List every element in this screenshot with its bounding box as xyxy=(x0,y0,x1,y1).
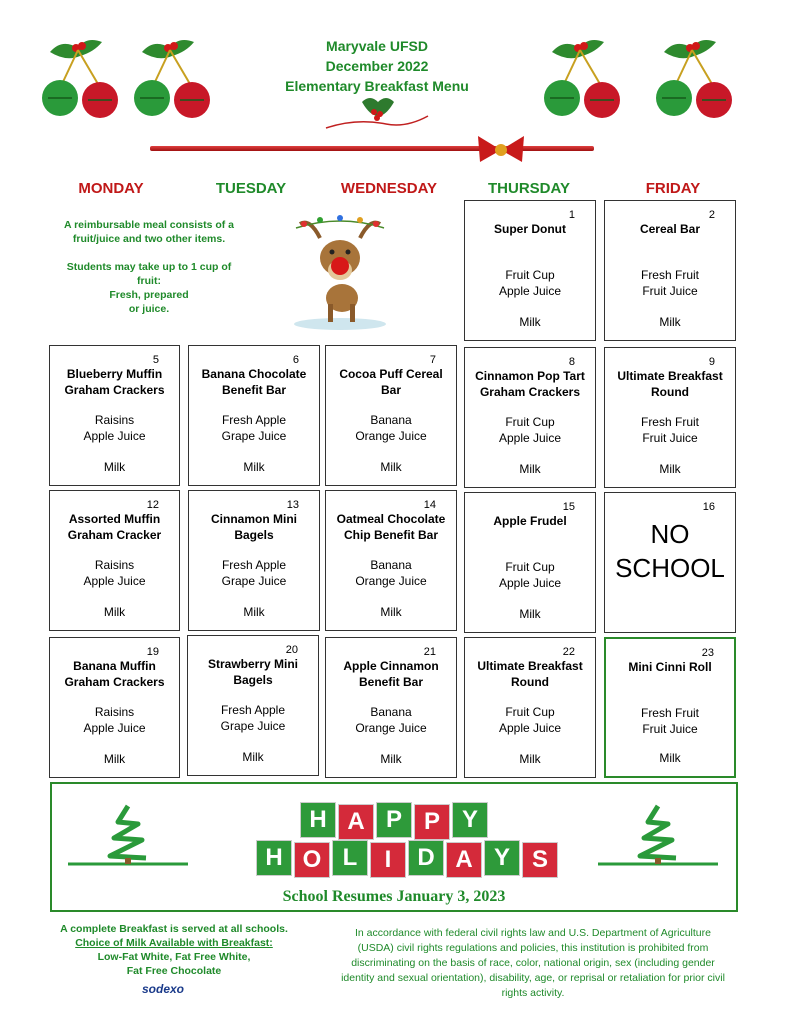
milk-item: Milk xyxy=(659,751,681,765)
milk-item: Milk xyxy=(242,750,264,764)
side-item-fruit: Fruit Cup xyxy=(505,560,555,574)
side-item-fruit: Fresh Fruit xyxy=(640,268,699,282)
side-items xyxy=(465,704,595,736)
side-item-juice: Apple Juice xyxy=(83,574,146,588)
bells-ornament-right-1 xyxy=(542,34,626,122)
note-meal-rule: A reimbursable meal consists of a fruit/juice and two other items. xyxy=(63,219,234,245)
date-number: 7 xyxy=(429,354,436,366)
side-items xyxy=(465,267,595,299)
side-items xyxy=(326,412,456,444)
letter-tile: I xyxy=(370,842,406,878)
day-cell-7 xyxy=(325,345,457,486)
milk-item: Milk xyxy=(519,462,541,476)
milk-item: Milk xyxy=(519,315,541,329)
breakfast-footnote xyxy=(56,922,292,978)
side-items xyxy=(326,704,456,736)
side-items xyxy=(326,557,456,589)
milk-item: Milk xyxy=(380,460,402,474)
side-item-fruit: Banana xyxy=(370,558,412,572)
day-cell-6 xyxy=(188,345,320,486)
day-cell-20 xyxy=(187,635,319,776)
side-item-juice: Fruit Juice xyxy=(642,431,698,445)
milk-item: Milk xyxy=(103,605,126,619)
main-item: Apple Cinnamon Benefit Bar xyxy=(343,659,439,689)
letter-tile: H xyxy=(300,802,336,838)
date-number: 20 xyxy=(285,644,298,656)
letter-tile: Y xyxy=(484,840,520,876)
side-item-fruit: Fresh Apple xyxy=(221,413,287,427)
main-item: Assorted Muffin Graham Cracker xyxy=(67,512,162,542)
side-item-fruit: Raisins xyxy=(94,705,135,719)
day-header-thursday: THURSDAY xyxy=(488,180,570,197)
milk-item: Milk xyxy=(659,462,681,476)
no-school-notice xyxy=(605,517,735,585)
date-number: 14 xyxy=(423,499,436,511)
side-item-juice: Orange Juice xyxy=(355,429,427,443)
main-item: Ultimate Breakfast Round xyxy=(617,369,723,399)
side-item-juice: Orange Juice xyxy=(355,574,427,588)
side-items xyxy=(189,412,319,444)
school-resumes-notice: School Resumes January 3, 2023 xyxy=(282,888,506,905)
milk-item: Milk xyxy=(380,752,402,766)
menu-title: Elementary Breakfast Menu xyxy=(285,78,469,94)
bells-ornament-left-2 xyxy=(132,34,216,122)
side-item-juice: Grape Juice xyxy=(221,574,287,588)
date-number: 21 xyxy=(423,646,436,658)
side-item-fruit: Banana xyxy=(370,705,412,719)
day-cell-12 xyxy=(49,490,180,631)
side-item-fruit: Fresh Apple xyxy=(220,703,286,717)
day-cell-19 xyxy=(49,637,180,778)
main-item: Cereal Bar xyxy=(639,222,701,236)
day-cell-2 xyxy=(604,200,736,341)
day-cell-15 xyxy=(464,492,596,633)
date-number: 6 xyxy=(292,354,299,366)
main-item: Apple Frudel xyxy=(493,514,567,528)
district-name: Maryvale UFSD xyxy=(326,38,428,54)
menu-month: December 2022 xyxy=(325,58,429,74)
side-item-fruit: Fresh Fruit xyxy=(640,706,699,720)
date-number: 22 xyxy=(562,646,575,658)
sodexo-logo: sodexo xyxy=(142,982,185,996)
main-item: Ultimate Breakfast Round xyxy=(477,659,583,689)
side-item-juice: Apple Juice xyxy=(498,431,562,445)
letter-tile: H xyxy=(256,840,292,876)
side-item-fruit: Raisins xyxy=(94,413,135,427)
milk-item: Milk xyxy=(243,605,265,619)
date-number: 19 xyxy=(146,646,159,658)
letter-tile: O xyxy=(294,842,330,878)
note-fruit-fresh: Fresh, prepared xyxy=(109,289,189,301)
side-item-fruit: Fresh Apple xyxy=(221,558,287,572)
holiday-banner xyxy=(50,782,738,912)
date-number: 2 xyxy=(708,209,715,221)
side-item-juice: Apple Juice xyxy=(83,429,146,443)
milk-item: Milk xyxy=(380,605,402,619)
main-item: Cinnamon Mini Bagels xyxy=(211,512,297,542)
main-item: Oatmeal Chocolate Chip Benefit Bar xyxy=(336,512,446,542)
footnote-milk-choice: Choice of Milk Available with Breakfast: xyxy=(75,937,273,949)
day-cell-16 xyxy=(604,492,736,633)
main-item: Banana Muffin Graham Crackers xyxy=(64,659,165,689)
letter-tile: A xyxy=(338,804,374,840)
ribbon-tree-icon-right xyxy=(598,802,718,872)
side-items xyxy=(50,412,179,444)
day-cell-5 xyxy=(49,345,180,486)
day-header-tuesday: TUESDAY xyxy=(215,180,287,197)
day-header-friday: FRIDAY xyxy=(645,180,701,197)
ribbon-tree-icon-left xyxy=(68,802,188,872)
note-fruit-juice: or juice. xyxy=(128,303,170,315)
date-number: 1 xyxy=(568,209,575,221)
date-number: 16 xyxy=(702,501,715,513)
date-number: 15 xyxy=(562,501,575,513)
day-cell-22 xyxy=(464,637,596,778)
main-item: Cinnamon Pop Tart Graham Crackers xyxy=(475,369,585,399)
reindeer-icon xyxy=(290,208,390,332)
side-item-juice: Grape Juice xyxy=(221,429,287,443)
menu-header xyxy=(240,36,514,96)
letter-tile: A xyxy=(446,842,482,878)
letter-tile: P xyxy=(414,804,450,840)
date-number: 12 xyxy=(146,499,159,511)
main-item: Banana Chocolate Benefit Bar xyxy=(201,367,307,397)
side-items xyxy=(605,414,735,446)
side-items xyxy=(50,704,179,736)
side-items xyxy=(188,702,318,734)
milk-item: Milk xyxy=(659,315,681,329)
side-item-juice: Apple Juice xyxy=(83,721,146,735)
date-number: 9 xyxy=(708,356,715,368)
side-item-juice: Grape Juice xyxy=(220,719,286,733)
holly-sprig-icon xyxy=(322,92,432,136)
side-item-juice: Fruit Juice xyxy=(642,722,698,736)
side-items xyxy=(606,705,734,737)
day-cell-9 xyxy=(604,347,736,488)
day-header-monday: MONDAY xyxy=(78,180,144,197)
side-items xyxy=(50,557,179,589)
side-item-juice: Fruit Juice xyxy=(642,284,698,298)
side-item-fruit: Raisins xyxy=(94,558,135,572)
date-number: 5 xyxy=(152,354,159,366)
footnote-served: A complete Breakfast is served at all schools. xyxy=(60,923,288,935)
side-items xyxy=(605,267,735,299)
side-item-fruit: Fruit Cup xyxy=(505,268,555,282)
side-item-fruit: Fruit Cup xyxy=(505,705,555,719)
side-item-fruit: Banana xyxy=(370,413,412,427)
day-header-wednesday: WEDNESDAY xyxy=(340,180,438,197)
milk-item: Milk xyxy=(519,607,541,621)
note-fruit-rule: Students may take up to 1 cup of fruit: xyxy=(66,261,232,287)
side-item-juice: Apple Juice xyxy=(498,721,562,735)
milk-item: Milk xyxy=(519,752,541,766)
no-school-line1: NO xyxy=(650,519,690,549)
civil-rights-statement: In accordance with federal civil rights law and U.S. Department of Agriculture (USDA) civil rights regulations and policies, this institution is prohibited from discriminating on the basis of race, color, national origin, sex (including gender identity and sexual orientation), disability, age, or reprisal or retaliation for prior civil rights activity. xyxy=(341,927,725,999)
side-items xyxy=(189,557,319,589)
side-item-juice: Apple Juice xyxy=(498,284,562,298)
main-item: Super Donut xyxy=(494,222,566,236)
no-school-line2: SCHOOL xyxy=(615,553,725,583)
bow-icon xyxy=(474,132,528,168)
main-item: Mini Cinni Roll xyxy=(628,660,712,674)
day-cell-23 xyxy=(604,637,736,778)
letter-tile: P xyxy=(376,802,412,838)
day-cell-13 xyxy=(188,490,320,631)
milk-item: Milk xyxy=(243,460,265,474)
side-item-juice: Apple Juice xyxy=(498,576,562,590)
date-number: 8 xyxy=(568,356,575,368)
main-item: Cocoa Puff Cereal Bar xyxy=(339,367,443,397)
side-items xyxy=(465,559,595,591)
reimbursable-meal-note xyxy=(54,218,244,316)
letter-tile: L xyxy=(332,840,368,876)
bells-ornament-right-2 xyxy=(654,34,738,122)
bells-ornament-left-1 xyxy=(40,34,124,122)
milk-item: Milk xyxy=(103,752,126,766)
day-cell-1 xyxy=(464,200,596,341)
side-item-fruit: Fresh Fruit xyxy=(640,415,699,429)
main-item: Blueberry Muffin Graham Crackers xyxy=(64,367,165,397)
letter-tile: Y xyxy=(452,802,488,838)
side-item-juice: Orange Juice xyxy=(355,721,427,735)
footnote-milk-options: Low-Fat White, Fat Free White, xyxy=(97,951,251,963)
side-items xyxy=(465,414,595,446)
day-cell-21 xyxy=(325,637,457,778)
milk-item: Milk xyxy=(103,460,126,474)
footnote-milk-chocolate: Fat Free Chocolate xyxy=(126,965,222,977)
day-cell-14 xyxy=(325,490,457,631)
date-number: 13 xyxy=(286,499,299,511)
letter-tile: S xyxy=(522,842,558,878)
date-number: 23 xyxy=(701,647,714,659)
letter-tile: D xyxy=(408,840,444,876)
main-item: Strawberry Mini Bagels xyxy=(207,657,299,687)
side-item-fruit: Fruit Cup xyxy=(505,415,555,429)
day-cell-8 xyxy=(464,347,596,488)
